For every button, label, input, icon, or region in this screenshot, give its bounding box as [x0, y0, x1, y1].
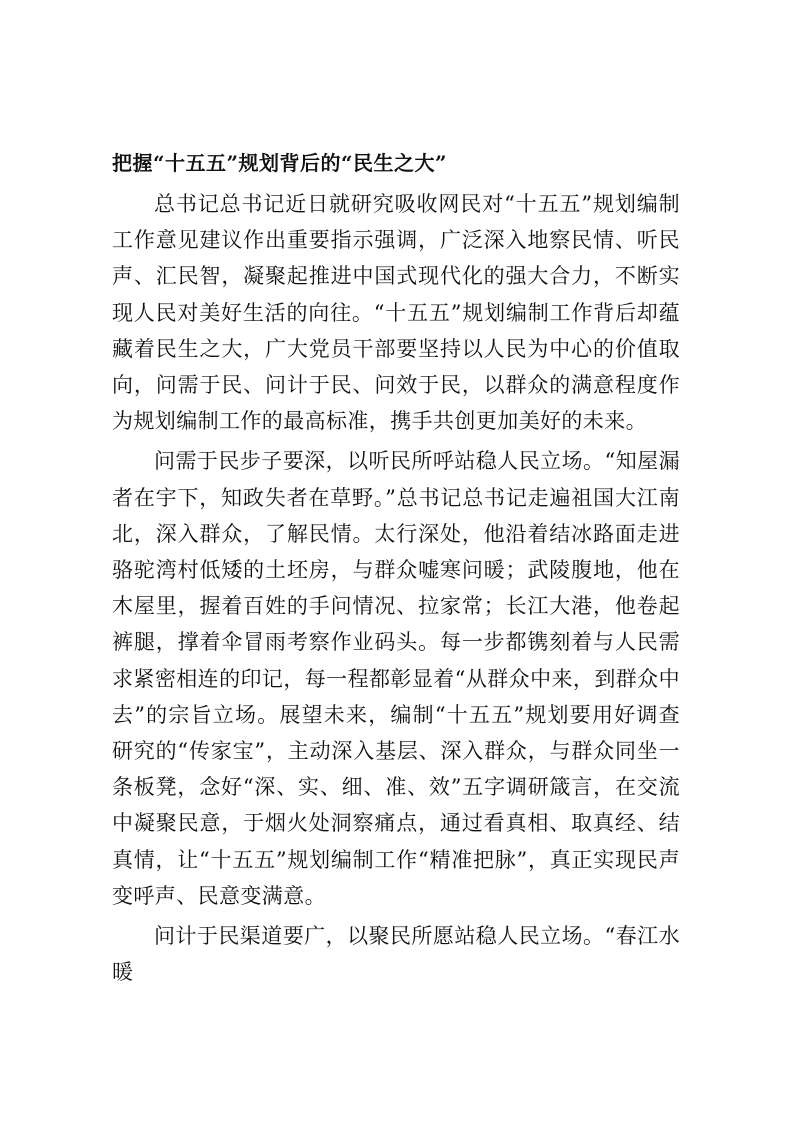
document-title: 把握“十五五”规划背后的“民生之大” — [112, 151, 448, 175]
paragraph-intro: 总书记总书记近日就研究吸收网民对“十五五”规划编制工作意见建议作出重要指示强调，广泛深入地察民情、听民声、汇民智，凝聚起推进中国式现代化的强大合力，不断实现人民对美好生活的向往。“十五五”规划编制工作背后却蕴藏着民生之大，广大党员干部要坚持以人民为中心的价值取向，问需于民、问计于民、问效于民，以群众的满意程度作为规划编制工作的最高标准，携手共创更加美好的未来。 — [112, 192, 680, 434]
paragraph-plans: 问计于民渠道要广，以聚民所愿站稳人民立场。“春江水暖 — [112, 924, 680, 985]
document-body — [112, 146, 680, 990]
paragraph-needs: 问需于民步子要深，以听民所呼站稳人民立场。“知屋漏者在宇下，知政失者在草野。”总书记总书记走遍祖国大江南北，深入群众，了解民情。太行深处，他沿着结冰路面走进骆驼湾村低矮的土坯房，与群众嘘寒问暖；武陵腹地，他在木屋里，握着百姓的手问情况、拉家常；长江大港，他卷起裤腿，撑着伞冒雨考察作业码头。每一步都镌刻着与人民需求紧密相连的印记，每一程都彰显着“从群众中来，到群众中去”的宗旨立场。展望未来，编制“十五五”规划要用好调查研究的“传家宝”，主动深入基层、深入群众，与群众同坐一条板凳，念好“深、实、细、准、效”五字调研箴言，在交流中凝聚民意，于烟火处洞察痛点，通过看真相、取真经、结真情，让“十五五”规划编制工作“精准把脉”，真正实现民声变呼声、民意变满意。 — [112, 449, 680, 908]
